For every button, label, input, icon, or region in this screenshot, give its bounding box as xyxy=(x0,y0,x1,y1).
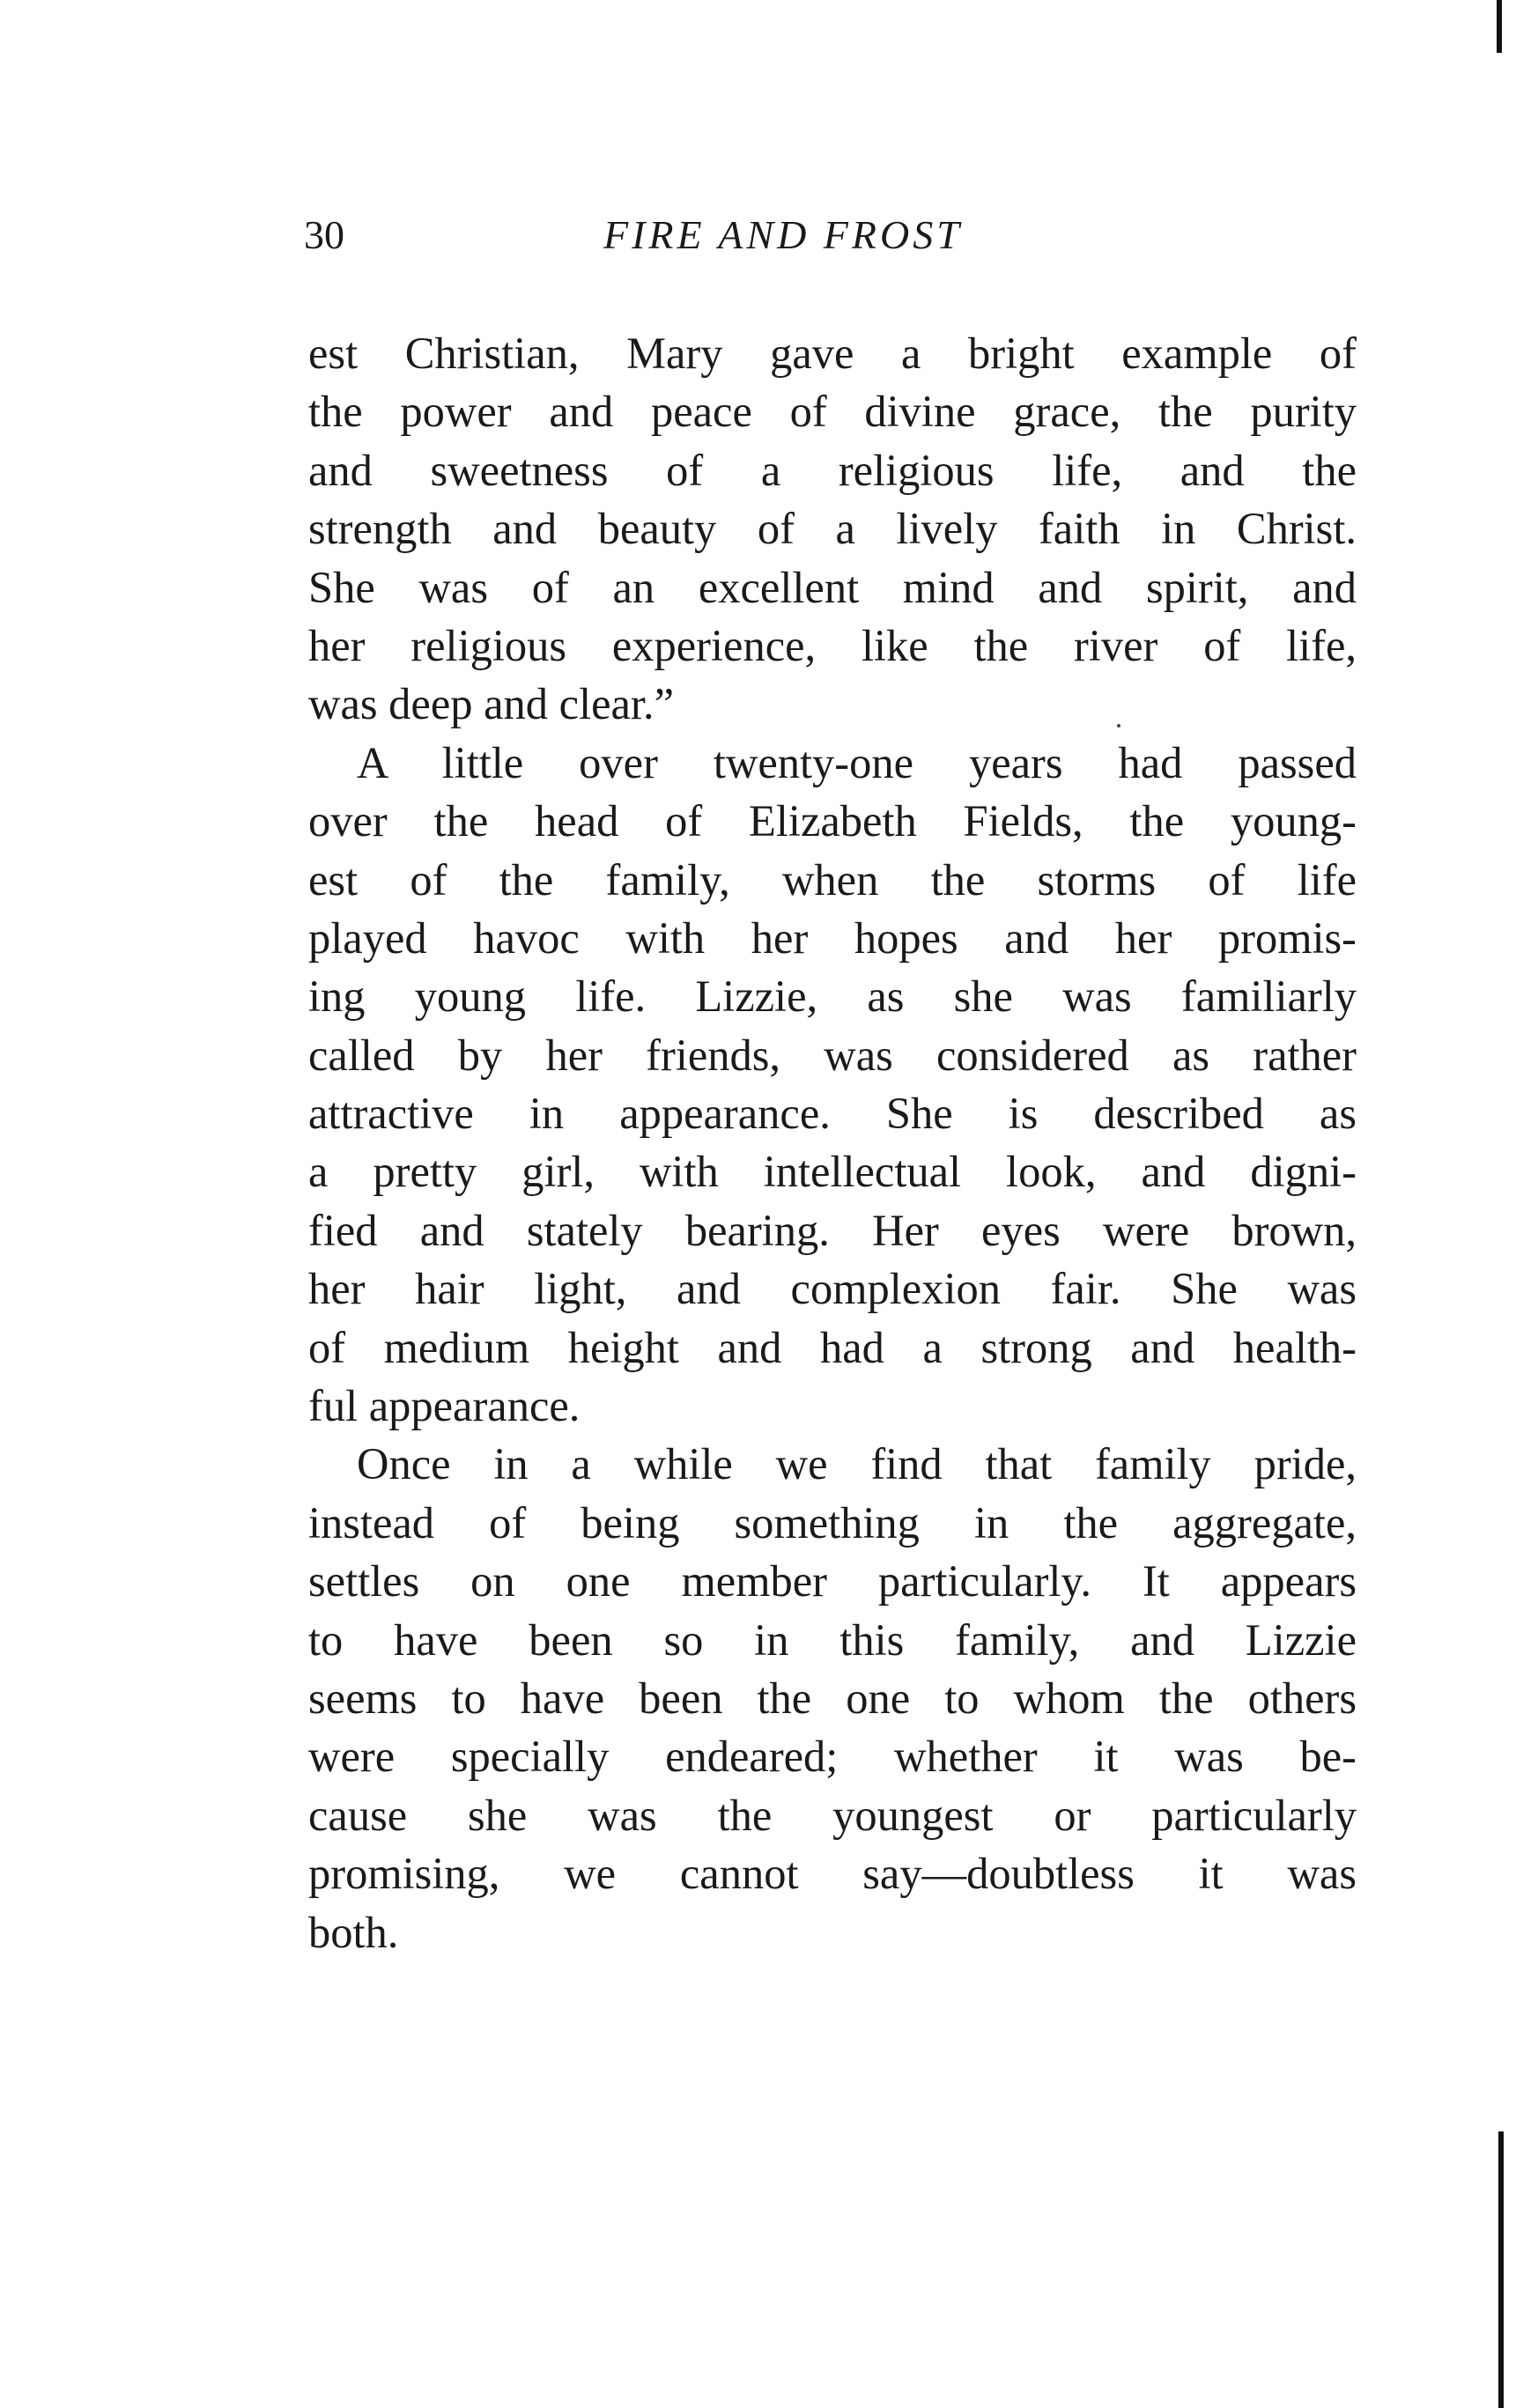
text-line: and sweetness of a religious life, and the xyxy=(308,445,1357,495)
text-line: her religious experience, like the river of life, xyxy=(308,620,1357,670)
text-line: her hair light, and complexion fair. She was xyxy=(308,1264,1357,1314)
scan-edge-mark-bottom xyxy=(1498,2131,1504,2408)
page-header xyxy=(304,211,1357,273)
text-line: were specially endeared; whether it was be- xyxy=(308,1732,1357,1782)
text-line: She was of an excellent mind and spirit, and xyxy=(308,562,1357,612)
text-line: played havoc with her hopes and her promis- xyxy=(308,912,1357,963)
text-line: ful appearance. xyxy=(308,1381,581,1431)
text-line: settles on one member particularly. It appears xyxy=(308,1556,1357,1607)
text-line: a pretty girl, with intellectual look, and digni- xyxy=(308,1147,1357,1197)
text-line: to have been so in this family, and Lizzie xyxy=(308,1614,1357,1665)
text-line: strength and beauty of a lively faith in Christ. xyxy=(308,504,1357,554)
page-number: 30 xyxy=(304,212,344,257)
scan-speck xyxy=(1117,724,1120,728)
text-line: of medium height and had a strong and health- xyxy=(308,1322,1357,1372)
text-line: Once in a while we find that family pride, xyxy=(357,1439,1357,1489)
text-line: instead of being something in the aggregate, xyxy=(308,1497,1357,1547)
scan-edge-mark-top xyxy=(1497,0,1502,53)
running-head: FIRE AND FROST xyxy=(603,212,963,257)
text-line: ing young life. Lizzie, as she was familiarly xyxy=(308,971,1357,1022)
text-line: promising, we cannot say—doubtless it was xyxy=(308,1849,1357,1899)
text-line: A little over twenty-one years had passed xyxy=(357,737,1357,787)
text-line: est of the family, when the storms of life xyxy=(308,854,1357,905)
text-line: called by her friends, was considered as rather xyxy=(308,1030,1357,1080)
text-line: the power and peace of divine grace, the purity xyxy=(308,387,1357,437)
text-line: fied and stately bearing. Her eyes were brown, xyxy=(308,1205,1357,1255)
text-line: cause she was the youngest or particularly xyxy=(308,1790,1357,1840)
text-line: seems to have been the one to whom the others xyxy=(308,1673,1357,1723)
text-line: was deep and clear.” xyxy=(308,679,674,729)
text-line: attractive in appearance. She is described as xyxy=(308,1089,1357,1139)
text-line: est Christian, Mary gave a bright example of xyxy=(308,329,1357,378)
text-line: both. xyxy=(308,1907,399,1957)
text-line: over the head of Elizabeth Fields, the young- xyxy=(308,796,1357,846)
body-text xyxy=(308,324,1357,1961)
